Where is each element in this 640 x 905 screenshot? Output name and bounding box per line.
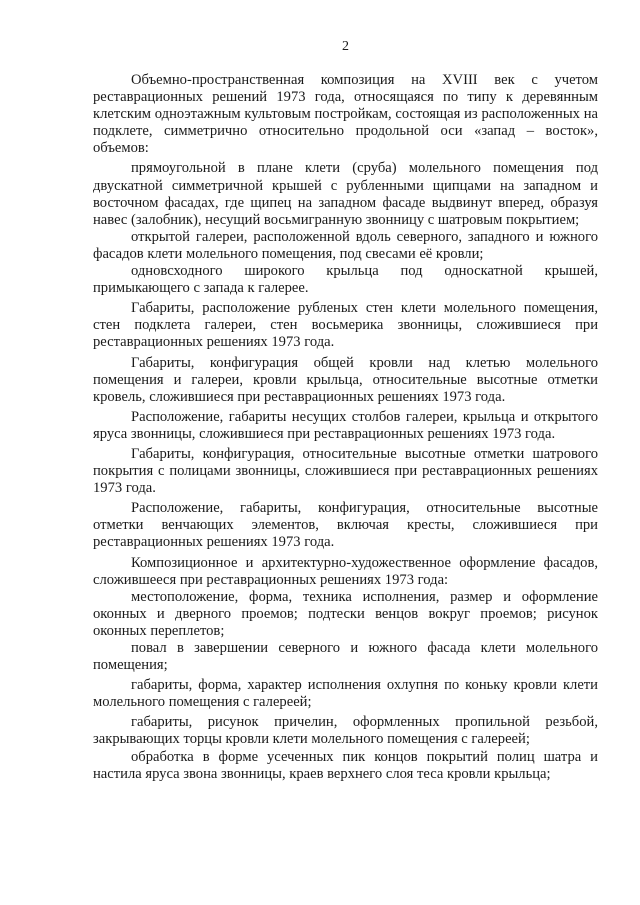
paragraph: Объемно-пространственная композиция на XVIII век с учетом реставрационных решений 1973 года, относящаяся по типу к деревянным клетским одноэтажным культовым постройкам, состоящая из расположенных на подклете, симметрично относительно продольной оси «запад – восток», объемов: [93, 72, 598, 157]
paragraph: одновсходного широкого крыльца под односкатной крышей, примыкающего с запада к галерее. [93, 263, 598, 297]
paragraph: Габариты, конфигурация, относительные высотные отметки шатрового покрытия с полицами звонницы, сложившиеся при реставрационных решениях 1973 года. [93, 445, 598, 497]
paragraph: местоположение, форма, техника исполнения, размер и оформление оконных и дверного проемов; подтески венцов вокруг проемов; рисунок оконных переплетов; [93, 588, 598, 639]
paragraph: габариты, рисунок причелин, оформленных пропильной резьбой, закрывающих торцы кровли клети молельного помещения с галереей; [93, 714, 598, 748]
paragraph: Расположение, габариты несущих столбов галереи, крыльца и открытого яруса звонницы, сложившиеся при реставрационных решениях 1973 года. [93, 408, 598, 442]
paragraph: Габариты, расположение рубленых стен клети молельного помещения, стен подклета галереи, стен восьмерика звонницы, сложившиеся при реставрационных решениях 1973 года. [93, 300, 598, 351]
paragraph: повал в завершении северного и южного фасада клети молельного помещения; [93, 640, 598, 674]
paragraph: Габариты, конфигурация общей кровли над клетью молельного помещения и галереи, кровли крыльца, относительные высотные отметки кровель, сложившиеся при реставрационных решениях 1973 года. [93, 354, 598, 405]
paragraph: открытой галереи, расположенной вдоль северного, западного и южного фасадов клети молельного помещения, под свесами её кровли; [93, 228, 598, 262]
paragraph: габариты, форма, характер исполнения охлупня по коньку кровли клети молельного помещения с галереей; [93, 677, 598, 711]
paragraph: прямоугольной в плане клети (сруба) молельного помещения под двускатной симметричной крышей с рубленными щипцами на западном и восточном фасадах, где щипец на западном фасаде выдвинут вперед, образуя навес (залобник), несущий восьмигранную звонницу с шатровым покрытием; [93, 160, 598, 228]
paragraph: Композиционное и архитектурно-художественное оформление фасадов, сложившееся при реставрационных решениях 1973 года: [93, 554, 598, 588]
page-number: 2 [342, 39, 349, 54]
paragraph: Расположение, габариты, конфигурация, относительные высотные отметки венчающих элементов, включая кресты, сложившиеся при реставрационных решениях 1973 года. [93, 500, 598, 551]
paragraph: обработка в форме усеченных пик концов покрытий полиц шатра и настила яруса звона звонницы, краев верхнего слоя теса кровли крыльца; [93, 748, 598, 782]
document-body [93, 72, 598, 783]
